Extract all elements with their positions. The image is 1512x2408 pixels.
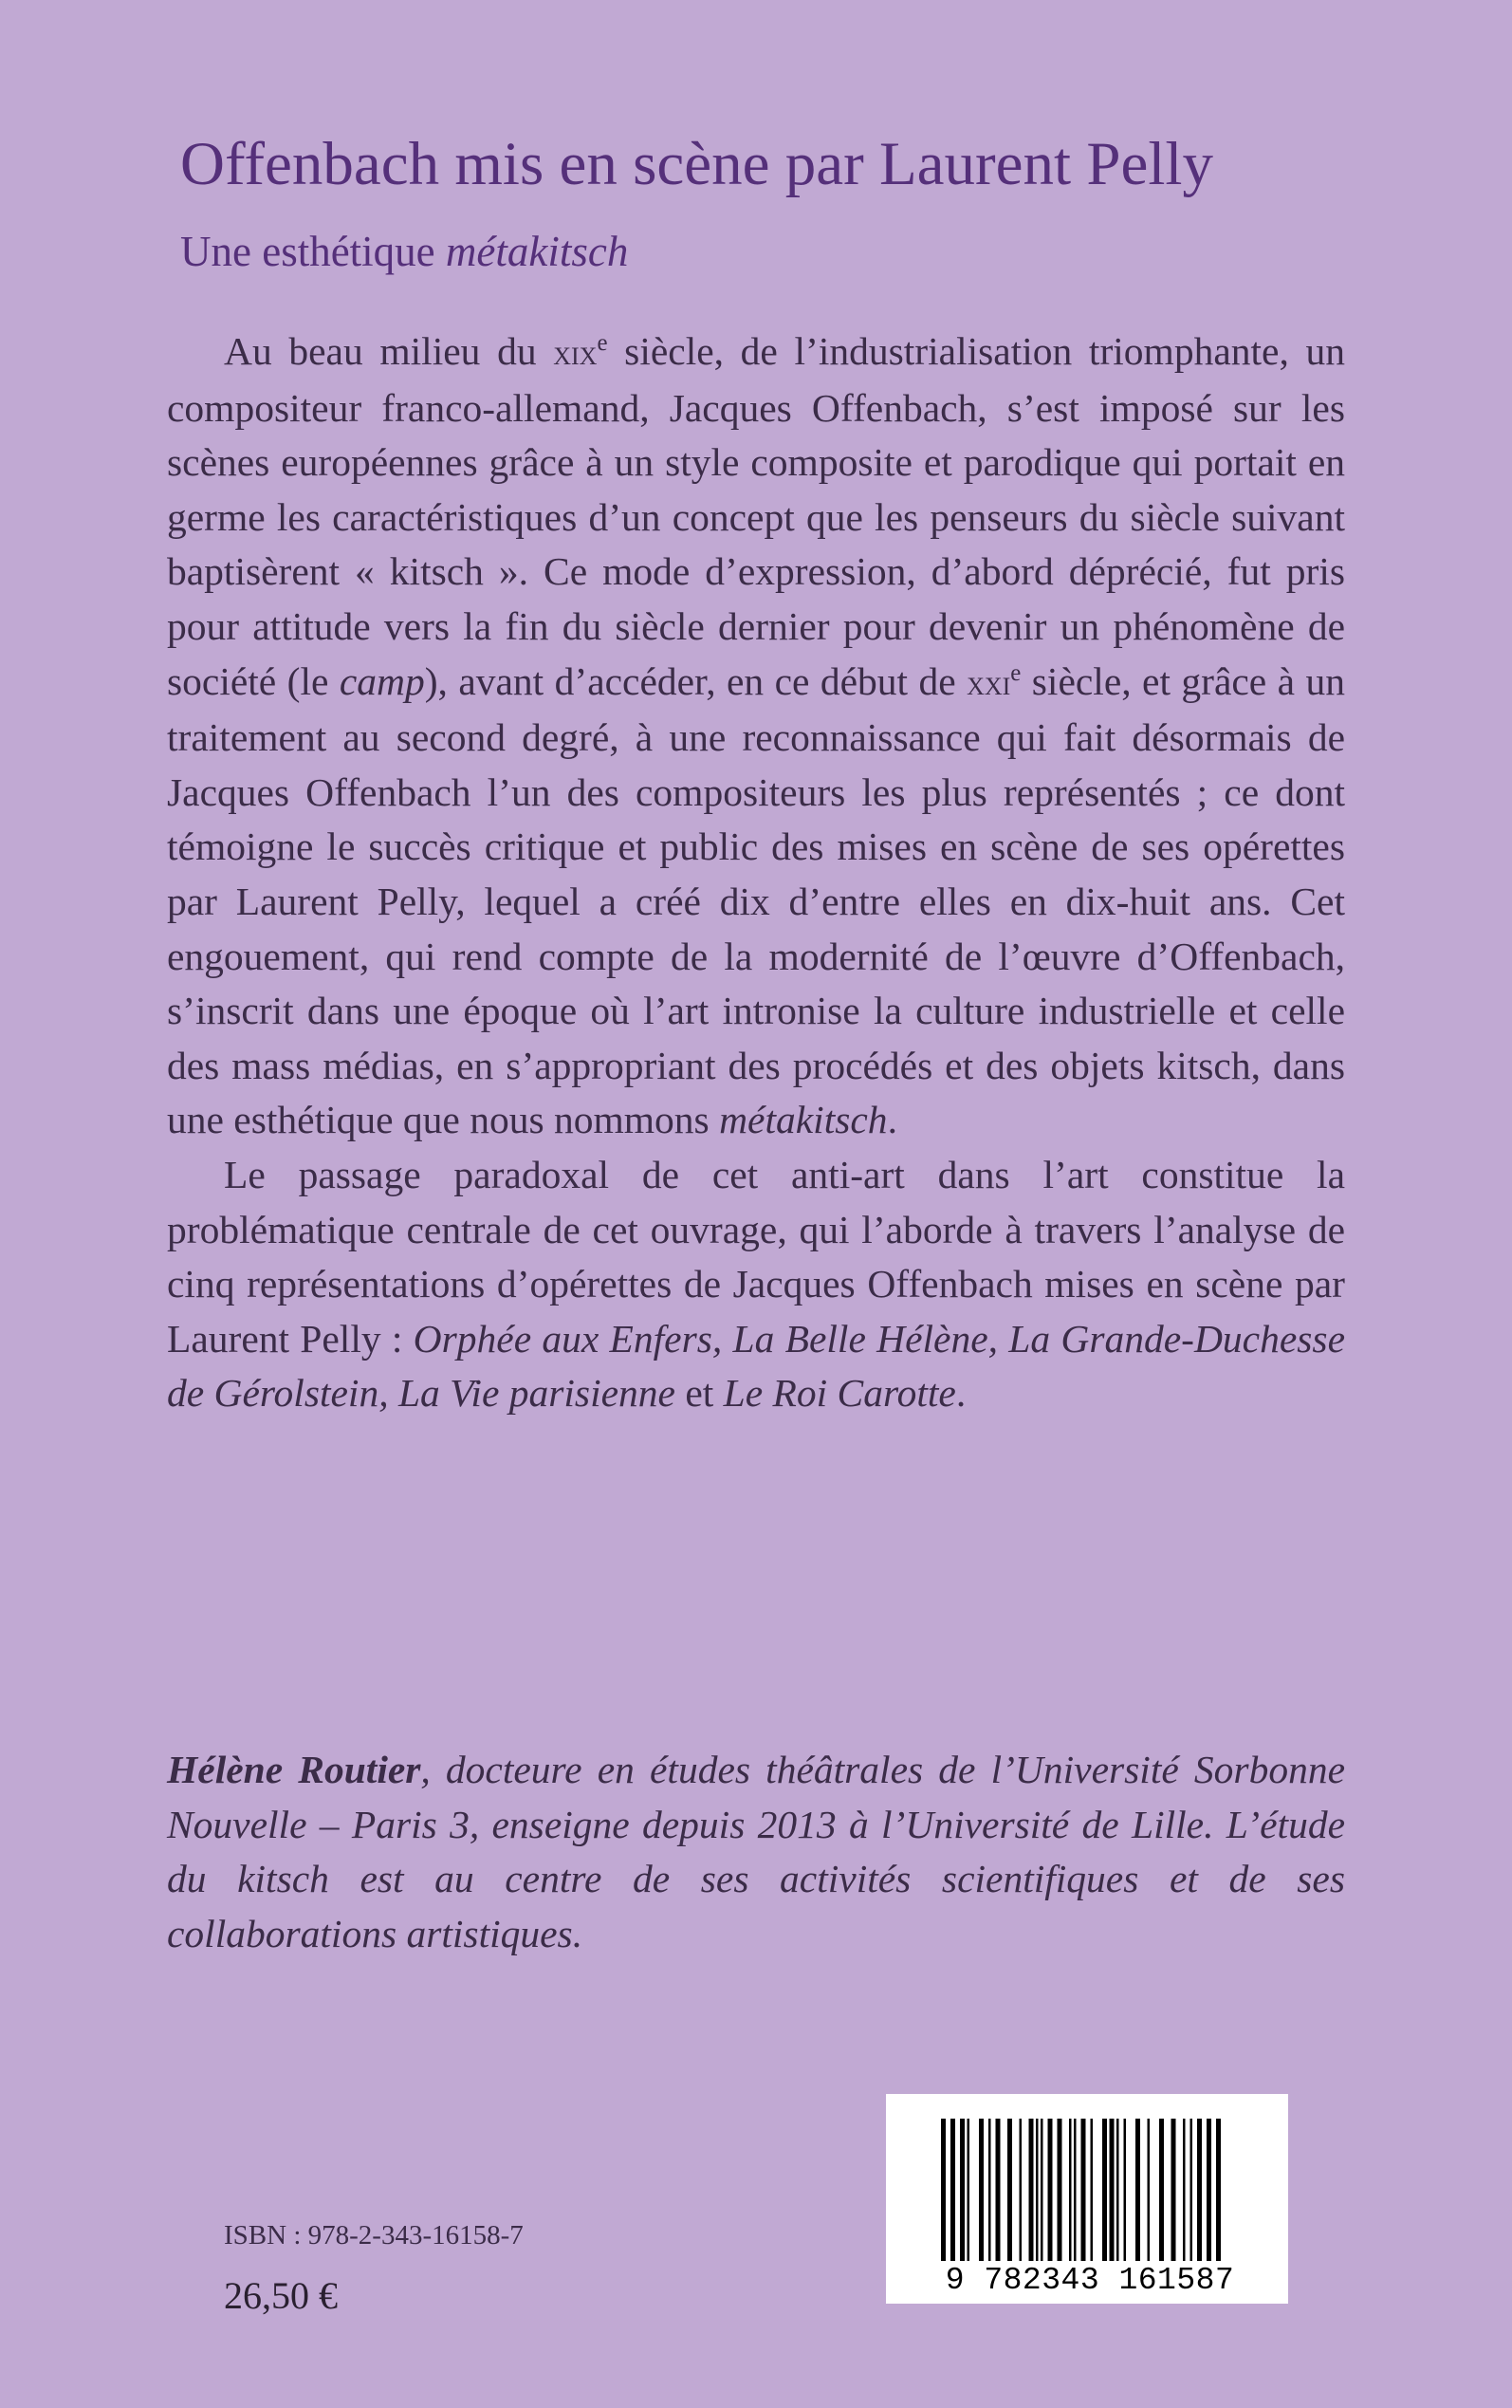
text-run: Le passage paradoxal de cet anti-art dans l’art constitue la problématique centrale de cet ouvrage, qui l’aborde à travers l’analyse de cinq représentations d’opérettes de Jacques Offenbach mises en scène par Laurent Pelly :	[167, 1152, 1345, 1361]
work-titles: Orphée aux Enfers, La Belle Hélène, La Grande-Duchesse de Gérolstein, La Vie parisienne	[167, 1316, 1345, 1416]
barcode-bar	[1029, 2119, 1034, 2261]
text-run: ), avant d’accéder, en ce début de	[424, 658, 968, 703]
book-subtitle	[180, 226, 1413, 277]
author-name: Hélène Routier	[167, 1748, 421, 1791]
barcode-bar	[1069, 2119, 1072, 2261]
century-numeral: xxi	[967, 663, 1011, 703]
century-numeral: xix	[553, 334, 598, 373]
barcode-bar	[1135, 2119, 1140, 2261]
subtitle-italic: métakitsch	[445, 228, 629, 275]
blurb-paragraph-2	[167, 1148, 1345, 1421]
superscript: e	[1010, 659, 1022, 686]
barcode-bar	[1183, 2119, 1186, 2261]
barcode-bar	[968, 2119, 970, 2261]
barcode-bar	[1197, 2119, 1202, 2261]
text-run: .	[887, 1098, 897, 1142]
subtitle-prefix: Une esthétique	[180, 228, 446, 275]
barcode-bar	[1074, 2119, 1077, 2261]
barcode-bar	[1116, 2119, 1119, 2261]
superscript: e	[597, 330, 608, 357]
text-run: Au beau milieu du	[224, 329, 554, 373]
text-run: siècle, et grâce à un traitement au second degré, à une reconnaissance qui fait désormais de Jacques Offenbach l’un des compositeurs les plus représentés ; ce dont témoigne le succès critique et public des mises en scène de ses opérettes par Laurent Pelly, lequel a créé dix d’entre elles en dix-huit ans. Cet engouement, qui rend compte de la modernité de l’œuvre d’Offenbach, s’inscrit dans une époque où l’art intronise la culture industrielle et celle des mass médias, en s’appropriant des procédés et des objets kitsch, dans une esthétique que nous nommons	[167, 658, 1345, 1142]
barcode-bar	[988, 2119, 991, 2261]
barcode-bar	[941, 2119, 946, 2261]
barcode-bar	[1159, 2119, 1164, 2261]
italic-term: camp	[339, 658, 425, 703]
barcode-bar	[1216, 2119, 1221, 2261]
blurb-paragraph-1	[167, 324, 1345, 1148]
barcode-bar	[1171, 2119, 1176, 2261]
barcode-bar	[1102, 2119, 1107, 2261]
barcode-bar	[1091, 2119, 1094, 2261]
barcode-bar	[960, 2119, 965, 2261]
barcode-bar	[1081, 2119, 1086, 2261]
author-bio	[167, 1743, 1345, 1961]
barcode-bar	[1190, 2119, 1193, 2261]
barcode-bar	[1041, 2119, 1043, 2261]
barcode-bar	[1148, 2119, 1151, 2261]
text-run: siècle, de l’industrialisation triomphante, un compositeur franco-allemand, Jacques Offenbach, s’est imposé sur les scènes européennes grâce à un style composite et parodique qui portait en germe les caractéristiques d’un concept que les penseurs du siècle suivant baptisèrent « kitsch ». Ce mode d’expression, d’abord déprécié, fut pris pour attitude vers la fin du siècle dernier pour devenir un phénomène de société (le	[167, 329, 1345, 703]
bio-text: , docteure en études théâtrales de l’Université Sorbonne Nouvelle – Paris 3, enseigne depuis 2013 à l’Université de Lille. L’étude du kitsch est au centre de ses activités scientifiques et de ses collaborations artistiques.	[167, 1748, 1345, 1955]
isbn-label: ISBN : 978-2-343-16158-7	[224, 2220, 524, 2251]
barcode-bar	[1036, 2119, 1039, 2261]
barcode-bar	[1048, 2119, 1053, 2261]
barcode-digits: 9 782343 161587	[945, 2263, 1235, 2298]
text-run: et	[674, 1371, 724, 1416]
book-title: Offenbach mis en scène par Laurent Pelly	[180, 130, 1213, 198]
barcode-bar	[1020, 2119, 1023, 2261]
barcode-bar	[996, 2119, 1001, 2261]
text-run: .	[955, 1371, 967, 1416]
barcode-bar	[1207, 2119, 1211, 2261]
work-title: Le Roi Carotte	[723, 1371, 956, 1416]
barcode-bar	[1058, 2119, 1062, 2261]
barcode-bar	[1110, 2119, 1115, 2261]
barcode-bar	[1007, 2119, 1012, 2261]
author-bio-paragraph	[167, 1743, 1345, 1961]
barcode-bars	[941, 2119, 1235, 2261]
blurb	[167, 324, 1345, 1421]
price-label: 26,50 €	[224, 2274, 338, 2317]
italic-term: métakitsch	[719, 1098, 888, 1142]
barcode-bar	[950, 2119, 955, 2261]
barcode	[886, 2094, 1288, 2304]
barcode-bar	[979, 2119, 984, 2261]
barcode-bar	[1124, 2119, 1127, 2261]
